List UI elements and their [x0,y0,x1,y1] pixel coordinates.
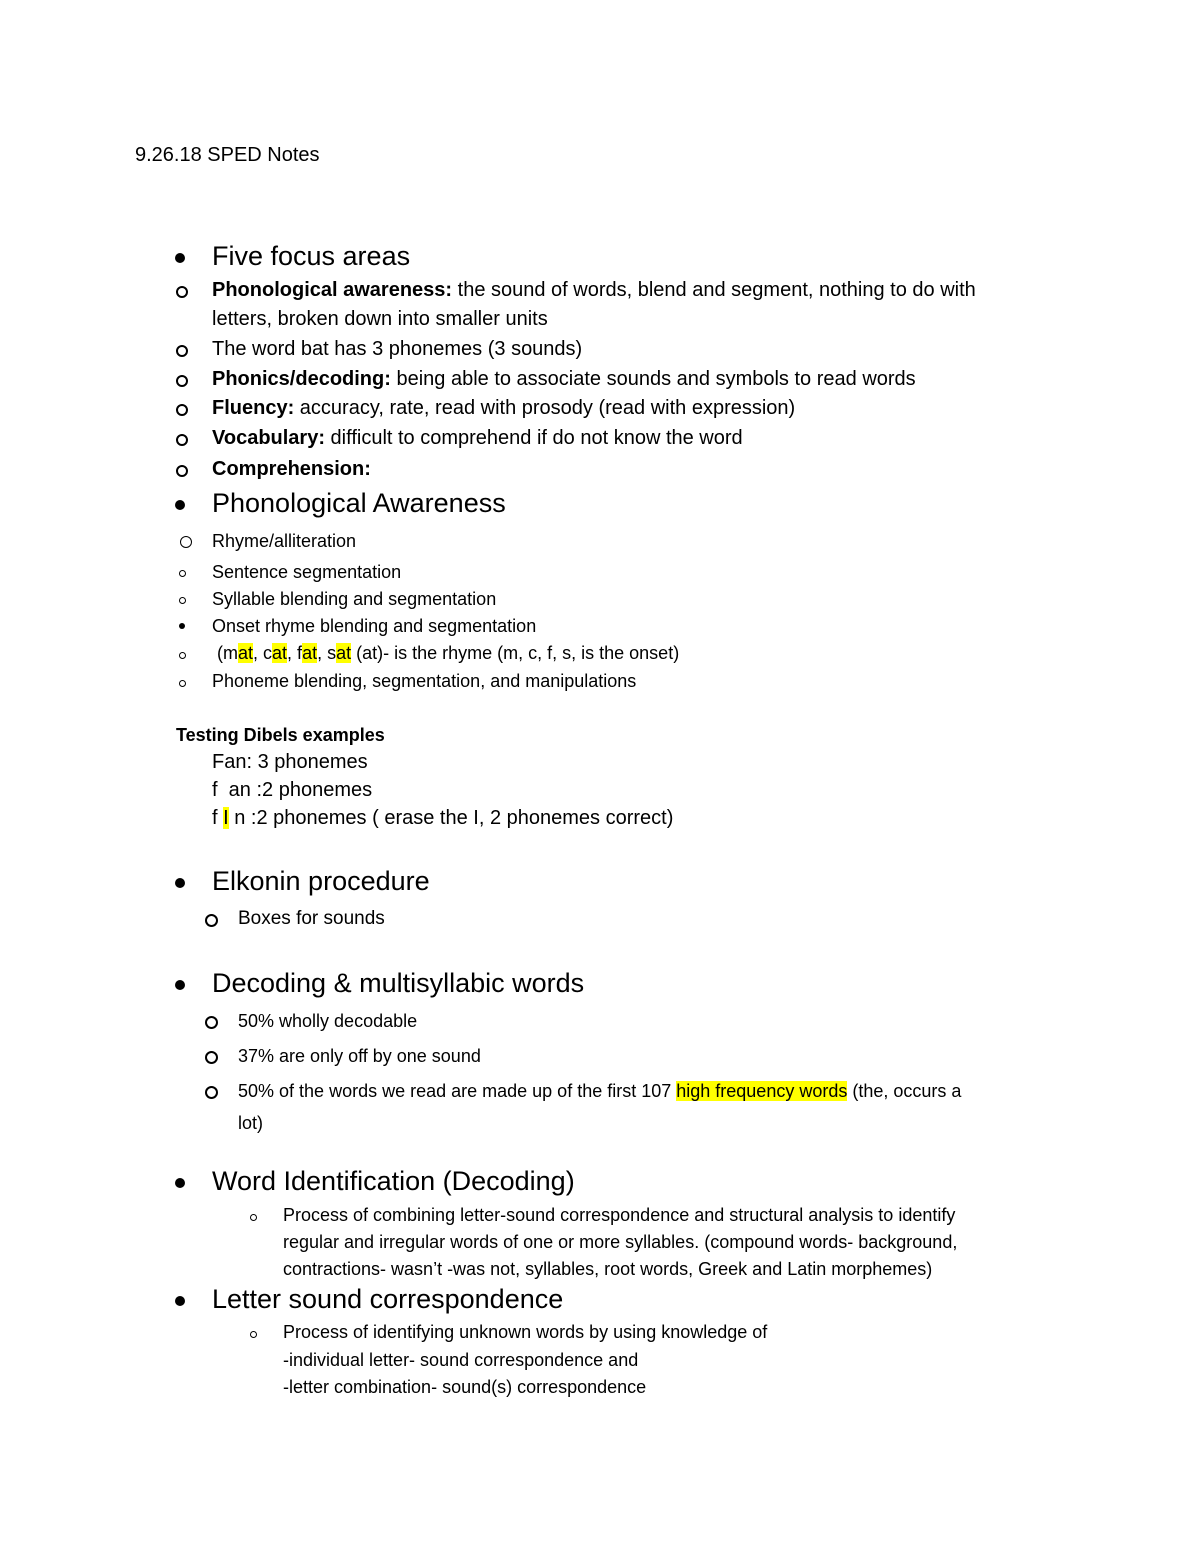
circle-bullet-icon [180,536,192,548]
paragraph-line: contractions- wasn’t -was not, syllables, root words, Greek and Latin morphemes) [283,1259,933,1279]
example-line: Fan: 3 phonemes [212,751,368,773]
list-item-continuation: letters, broken down into smaller units [212,308,548,330]
circle-bullet-icon [179,652,186,659]
list-item: Vocabulary: difficult to comprehend if do not know the word [212,427,743,449]
paragraph-line: -letter combination- sound(s) correspondence [283,1377,647,1397]
bullet-icon [175,253,185,263]
list-item: Boxes for sounds [238,908,385,929]
example-line: f an :2 phonemes [212,779,373,801]
circle-bullet-icon [179,597,186,604]
paragraph-line: Process of identifying unknown words by using knowledge of [283,1322,768,1342]
circle-bullet-icon [205,1086,218,1099]
list-item: Phonological awareness: the sound of words, blend and segment, nothing to do with [212,279,976,301]
bullet-icon [175,500,185,510]
section-heading: Elkonin procedure [212,866,430,896]
list-item: Onset rhyme blending and segmentation [212,616,537,636]
paragraph-line: Process of combining letter-sound correspondence and structural analysis to identify [283,1205,956,1225]
circle-bullet-icon [205,914,218,927]
section-heading: Decoding & multisyllabic words [212,968,585,998]
paragraph-line: -individual letter- sound correspondence and [283,1350,639,1370]
section-heading: Five focus areas [212,241,411,271]
list-item: Rhyme/alliteration [212,531,357,551]
paragraph-line: regular and irregular words of one or more syllables. (compound words- background, [283,1232,958,1252]
bullet-icon [175,980,185,990]
circle-bullet-icon [179,680,186,687]
circle-bullet-icon [205,1051,218,1064]
list-item: The word bat has 3 phonemes (3 sounds) [212,338,583,360]
section-heading: Word Identification (Decoding) [212,1166,575,1196]
list-item: Phonics/decoding: being able to associate sounds and symbols to read words [212,368,916,390]
list-item-continuation: lot) [238,1113,264,1133]
section-heading: Letter sound correspondence [212,1284,564,1314]
list-item: Comprehension: [212,458,371,480]
list-item: 50% of the words we read are made up of the first 107 high frequency words (the, occurs a [238,1081,962,1101]
circle-bullet-icon [176,286,188,298]
circle-bullet-icon [205,1016,218,1029]
bullet-icon [175,1296,185,1306]
list-item: Sentence segmentation [212,562,402,582]
section-heading: Phonological Awareness [212,488,506,518]
circle-bullet-icon [250,1331,257,1338]
circle-bullet-icon [176,404,188,416]
circle-bullet-icon [176,465,188,477]
list-item: Syllable blending and segmentation [212,589,497,609]
circle-bullet-icon [179,570,186,577]
list-item: 37% are only off by one sound [238,1046,481,1066]
list-item: (mat, cat, fat, sat (at)- is the rhyme (m, c, f, s, is the onset) [217,643,680,663]
circle-bullet-icon [176,434,188,446]
bullet-icon [175,1178,185,1188]
circle-bullet-icon [176,375,188,387]
list-item: Phoneme blending, segmentation, and manipulations [212,671,637,691]
example-line: f I n :2 phonemes ( erase the I, 2 phonemes correct) [212,807,674,829]
bullet-icon [175,878,185,888]
list-item: Fluency: accuracy, rate, read with prosody (read with expression) [212,397,796,419]
bullet-icon [179,623,185,629]
subheading: Testing Dibels examples [176,725,385,745]
page-title: 9.26.18 SPED Notes [135,144,320,166]
circle-bullet-icon [176,345,188,357]
list-item: 50% wholly decodable [238,1011,418,1031]
circle-bullet-icon [250,1214,257,1221]
